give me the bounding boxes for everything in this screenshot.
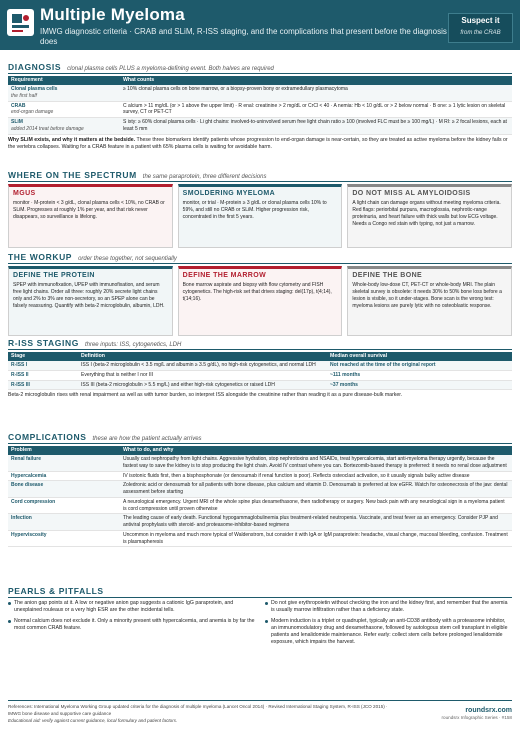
- box-title: DO NOT MISS AL AMYLOIDOSIS: [352, 190, 471, 197]
- list-item: Normal calcium does not exclude it. Only a minority present with hypercalcemia, and anemia is by far the most common CRAB feature.: [8, 618, 255, 633]
- table-row: [8, 85, 512, 101]
- mgus-box: [8, 184, 173, 248]
- column-header: Problem: [8, 446, 120, 455]
- pearls-heading: PEARLS & PITFALLS: [8, 586, 104, 596]
- column-header: What counts: [120, 76, 512, 85]
- table-row: [8, 497, 512, 514]
- workup-heading: THE WORKUP: [8, 252, 73, 262]
- disclaimer: Educational aid: verify against current guidance, local formulary and patient factors.: [8, 717, 178, 723]
- riss-paragraph: Beta-2 microglobulin rises with renal impairment as well as with tumor burden, so interpret ISS alongside the creatinine rather than reading it as a pure disease-bulk marker.: [8, 392, 403, 399]
- diagnosis-table: [8, 76, 512, 135]
- box-text: A light chain can damage organs without meeting myeloma criteria. Red flags: periorbital purpura, macroglossia, nephrotic-range proteinuria, and heart failure with thick walls but low ECG voltage. Needs a Congo red stain with typing, not just a marrow.: [352, 200, 501, 228]
- definition-cell: ISS III (beta-2 microglobulin > 5.5 mg/L) and either high-risk cytogenetics or raised LDH: [78, 380, 327, 390]
- suspect-badge: [448, 13, 513, 43]
- action-cell: Zoledronic acid or denosumab for all patients with bone disease, plus calcium and vitamin D. Denosumab is preferred at low eGFR. Watch for osteonecrosis of the jaw: dental assessment before starting: [120, 481, 512, 498]
- problem-cell: Infection: [8, 514, 120, 531]
- suspect-subtitle: from the CRAB: [460, 29, 501, 36]
- survival-cell: Not reached at the time of the original report: [327, 361, 512, 370]
- diagnosis-heading: DIAGNOSIS: [8, 62, 62, 72]
- slim-paragraph-text: These three biomarkers identify patients whose progression to end-organ damage is near-certain, so they are treated as active myeloma before the kidney fails or the vertebra collapses. Waiting for a CRAB feature in a patient with 65% plasma cells is waiting for avoidable harm.: [8, 136, 508, 150]
- complications-heading: COMPLICATIONS: [8, 432, 87, 442]
- table-row: [8, 380, 512, 390]
- action-cell: Uncommon in myeloma and much more typical of Waldenstrom, but consider it with IgA or IgM paraprotein: headache, visual change, mucosal bleeding, confusion. Treatment is plasmapheresis: [120, 530, 512, 547]
- box-title: DEFINE THE PROTEIN: [13, 272, 95, 279]
- box-text: Whole-body low-dose CT, PET-CT or whole-body MRI. The plain skeletal survey is obsolete: it needs 30% to 50% bone loss before a lesion is visible, so it under-stages. Bone scan is the wrong test: myeloma lesions are purely lytic with no osteoblastic response.: [352, 282, 502, 310]
- table-row: [8, 471, 512, 481]
- row-text: ≥ 10% clonal plasma cells on bone marrow, or a biopsy-proven bony or extramedullary plasmacytoma: [120, 85, 512, 101]
- list-item: Do not give erythropoietin without checking the iron and the kidney first, and remember that the anemia is usually marrow infiltration rather than a deficiency state.: [265, 600, 512, 615]
- box-title: DEFINE THE MARROW: [182, 272, 267, 279]
- riss-note: three inputs: ISS, cytogenetics, LDH: [84, 342, 182, 348]
- table-row: [8, 455, 512, 471]
- survival-cell: ~111 months: [327, 370, 512, 380]
- marrow-box: [178, 266, 343, 336]
- problem-cell: Renal failure: [8, 455, 120, 471]
- riss-table: [8, 352, 512, 390]
- amyloid-box: [347, 184, 512, 248]
- header: [0, 0, 520, 50]
- references: References: International Myeloma Working Group updated criteria for the diagnosis of multiple myeloma (Lancet Oncol 2014) · Revised International Staging System, R-ISS (JCO 2015) · IMWG bone disease and supportive care guidance: [8, 704, 388, 716]
- action-cell: Usually cast nephropathy from light chains. Aggressive hydration, stop nephrotoxins and NSAIDs, treat hypercalcemia, start anti-myeloma therapy urgently, because the fastest way to save the kidney is to stop producing the light chain. Avoid IV contrast where you can. Bortezomib-based therapy is preferred: it needs no renal dose adjustment: [120, 455, 512, 471]
- survival-cell: ~37 months: [327, 380, 512, 390]
- table-row: [8, 118, 512, 135]
- page-subtitle: IMWG diagnostic criteria · CRAB and SLiM, R-ISS staging, and the complications that present before the diagnosis does: [40, 26, 447, 46]
- logo-icon: [7, 9, 34, 36]
- table-row: [8, 481, 512, 498]
- row-label: Clonal plasma cells: [11, 86, 58, 93]
- spectrum-section: [8, 170, 512, 248]
- row-sublabel: the first half: [11, 92, 37, 99]
- column-header: Definition: [78, 352, 327, 361]
- problem-cell: Cord compression: [8, 497, 120, 514]
- smoldering-box: [178, 184, 343, 248]
- footer: [8, 700, 512, 725]
- box-title: MGUS: [13, 190, 36, 197]
- riss-section: [8, 338, 512, 399]
- problem-cell: Bone disease: [8, 481, 120, 498]
- diagnosis-note: clonal plasma cells PLUS a myeloma-defining event. Both halves are required: [67, 66, 274, 72]
- column-header: Stage: [8, 352, 78, 361]
- stage-cell: R-ISS II: [8, 370, 78, 380]
- row-text: S ixty: ≥ 60% clonal plasma cells · Li ght chains: involved-to-uninvolved serum free light chain ratio ≥ 100 (involved FLC must be ≥ 100 mg/L) · M RI: ≥ 2 focal lesions, each at least 5 mm: [120, 118, 512, 135]
- definition-cell: ISS I (beta-2 microglobulin < 3.5 mg/L and albumin ≥ 3.5 g/dL), no high-risk cytogenetics, and normal LDH: [78, 361, 327, 370]
- box-text: monitor · M-protein < 3 g/dL, clonal plasma cells < 10%, no CRAB or SLiM. Progresses at roughly 1% per year, and that risk never disappears, so surveillance is lifelong.: [13, 200, 165, 221]
- row-sublabel: added 2014 treat before damage: [11, 125, 84, 132]
- complications-section: [8, 432, 512, 547]
- table-row: [8, 530, 512, 547]
- brand: [442, 706, 512, 722]
- list-item: The anion gap points at it. A low or negative anion gap suggests a cationic IgG paraprotein, and unexplained rouleaux or a very high ESR are the other incidental tells.: [8, 600, 255, 615]
- pearls-right-list: [265, 600, 512, 650]
- column-header: What to do, and why: [120, 446, 512, 455]
- page-title: Multiple Myeloma: [40, 5, 185, 24]
- stage-cell: R-ISS I: [8, 361, 78, 370]
- diagnosis-section: [8, 62, 512, 151]
- series-label: roundsrx Infographic Series · #158: [441, 715, 512, 721]
- row-text: C alcium > 11 mg/dL (or > 1 above the upper limit) · R enal: creatinine > 2 mg/dL or CrCl < 40 · A nemia: Hb < 10 g/dL or > 2 below normal · B one: ≥ 1 lytic lesion on skeletal survey, CT or PET-CT: [120, 101, 512, 118]
- action-cell: The leading cause of early death. Functional hypogammaglobulinemia plus treatment-related neutropenia. Vaccinate, and treat fever as an emergency. Consider PJP and antiviral prophylaxis with steroid- and proteasome-inhibitor-based regimens: [120, 514, 512, 531]
- workup-section: [8, 252, 512, 336]
- box-title: SMOLDERING MYELOMA: [182, 190, 276, 197]
- box-text: monitor, or trial · M-protein ≥ 3 g/dL or clonal plasma cells 10% to 59%, and still no CRAB or SLiM. Higher progression risk, concentrated in the first 5 years.: [182, 200, 327, 221]
- box-text: Bone marrow aspirate and biopsy with flow cytometry and FISH cytogenetics. The high-risk set that drives staging: del(17p), t(4;14), t(14;16).: [182, 282, 332, 303]
- column-header: Requirement: [8, 76, 120, 85]
- suspect-title: Suspect it: [461, 16, 500, 25]
- table-row: [8, 514, 512, 531]
- site-link[interactable]: roundsrx.com: [465, 707, 512, 714]
- slim-paragraph-lead: Why SLiM exists, and why it matters at the bedside.: [8, 136, 136, 143]
- slim-paragraph: [8, 137, 512, 151]
- table-row: [8, 101, 512, 118]
- table-row: [8, 370, 512, 380]
- problem-cell: Hypercalcemia: [8, 471, 120, 481]
- problem-cell: Hyperviscosity: [8, 530, 120, 547]
- action-cell: IV isotonic fluids first, then a bisphosphonate (or denosumab if renal function is poor). Reflects osteoclast activation, so it usually signals bulky active disease: [120, 471, 512, 481]
- row-label: CRAB: [11, 102, 26, 109]
- box-text: SPEP with immunofixation, UPEP with immunofixation, and serum free light chains. Order all three: roughly 20% secrete light chains only and 2% to 3% are non-secretory, so an SPEP alone can be falsely reassuring. Quantify with beta-2 microglobulin, albumin, LDH.: [13, 282, 165, 310]
- action-cell: A neurological emergency. Urgent MRI of the whole spine plus dexamethasone, then radiotherapy or surgery. New back pain with any neurological sign in a myeloma patient is cord compression until proven otherwise: [120, 497, 512, 514]
- table-row: [8, 361, 512, 370]
- bone-box: [347, 266, 512, 336]
- workup-note: order these together, not sequentially: [78, 256, 177, 262]
- spectrum-heading: WHERE ON THE SPECTRUM: [8, 170, 137, 180]
- row-sublabel: end-organ damage: [11, 109, 54, 116]
- riss-heading: R-ISS STAGING: [8, 338, 79, 348]
- pearls-section: [8, 586, 512, 650]
- spectrum-note: the same paraprotein, three different decisions: [142, 174, 267, 180]
- pearls-left-list: [8, 600, 255, 650]
- complications-note: these are how the patient actually arrives: [92, 436, 202, 442]
- row-label: SLiM: [11, 119, 23, 126]
- box-title: DEFINE THE BONE: [352, 272, 423, 279]
- stage-cell: R-ISS III: [8, 380, 78, 390]
- complications-table: [8, 446, 512, 547]
- definition-cell: Everything that is neither I nor III: [78, 370, 327, 380]
- list-item: Modern induction is a triplet or quadruplet, typically an anti-CD38 antibody with a proteasome inhibitor, an immunomodulatory drug and dexamethasone, followed by autologous stem cell transplant in eligible patients and lenalidomide maintenance. Refer early: collect stem cells before prolonged lenalidomide exposure, which impairs the harvest.: [265, 618, 512, 647]
- protein-box: [8, 266, 173, 336]
- column-header: Median overall survival: [327, 352, 512, 361]
